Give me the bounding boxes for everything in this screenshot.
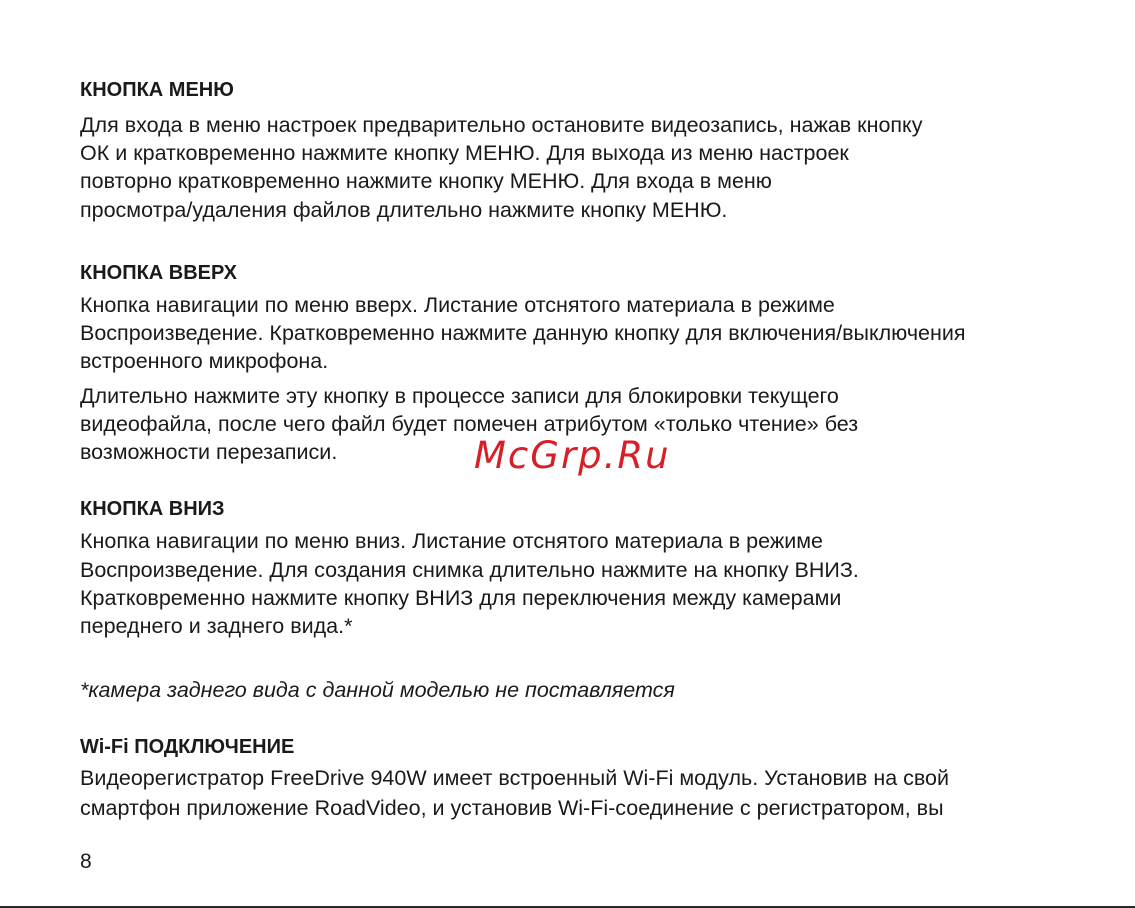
menu-button-heading: КНОПКА МЕНЮ: [80, 79, 234, 101]
page-number: 8: [80, 850, 92, 873]
menu-text-line: Для входа в меню настроек предварительно остановите видеозапись, нажав кнопку: [80, 113, 923, 137]
down-button-heading: КНОПКА ВНИЗ: [80, 498, 225, 520]
up-button-heading: КНОПКА ВВЕРХ: [80, 262, 237, 284]
wifi-text-line: Видеорегистратор FreeDrive 940W имеет встроенный Wi-Fi модуль. Установив на свой: [80, 766, 950, 790]
wifi-heading: Wi-Fi ПОДКЛЮЧЕНИЕ: [80, 736, 295, 758]
footnote: *камера заднего вида с данной моделью не поставляется: [80, 678, 675, 702]
up-text-line: Кнопка навигации по меню вверх. Листание отснятого материала в режиме: [80, 293, 835, 317]
down-text-line: Кратковременно нажмите кнопку ВНИЗ для переключения между камерами: [80, 586, 842, 610]
menu-text-line: ОК и кратковременно нажмите кнопку МЕНЮ. Для выхода из меню настроек: [80, 141, 849, 165]
up-text-line: возможности перезаписи.: [80, 440, 338, 464]
menu-text-line: повторно кратковременно нажмите кнопку МЕНЮ. Для входа в меню: [80, 169, 772, 193]
down-text-line: Воспроизведение. Для создания снимка длительно нажмите на кнопку ВНИЗ.: [80, 558, 859, 582]
menu-text-line: просмотра/удаления файлов длительно нажмите кнопку МЕНЮ.: [80, 198, 728, 222]
up-text-line: Длительно нажмите эту кнопку в процессе записи для блокировки текущего: [80, 384, 839, 408]
up-text-line: видеофайла, после чего файл будет помечен атрибутом «только чтение» без: [80, 412, 859, 436]
up-text-line: Воспроизведение. Кратковременно нажмите данную кнопку для включения/выключения: [80, 321, 966, 345]
down-text-line: Кнопка навигации по меню вниз. Листание отснятого материала в режиме: [80, 529, 823, 553]
down-text-line: переднего и заднего вида.*: [80, 614, 353, 638]
wifi-text-line: смартфон приложение RoadVideo, и установив Wi-Fi-соединение с регистратором, вы: [80, 796, 944, 820]
watermark-logo: McGrp.Ru: [474, 434, 671, 477]
up-text-line: встроенного микрофона.: [80, 349, 329, 373]
